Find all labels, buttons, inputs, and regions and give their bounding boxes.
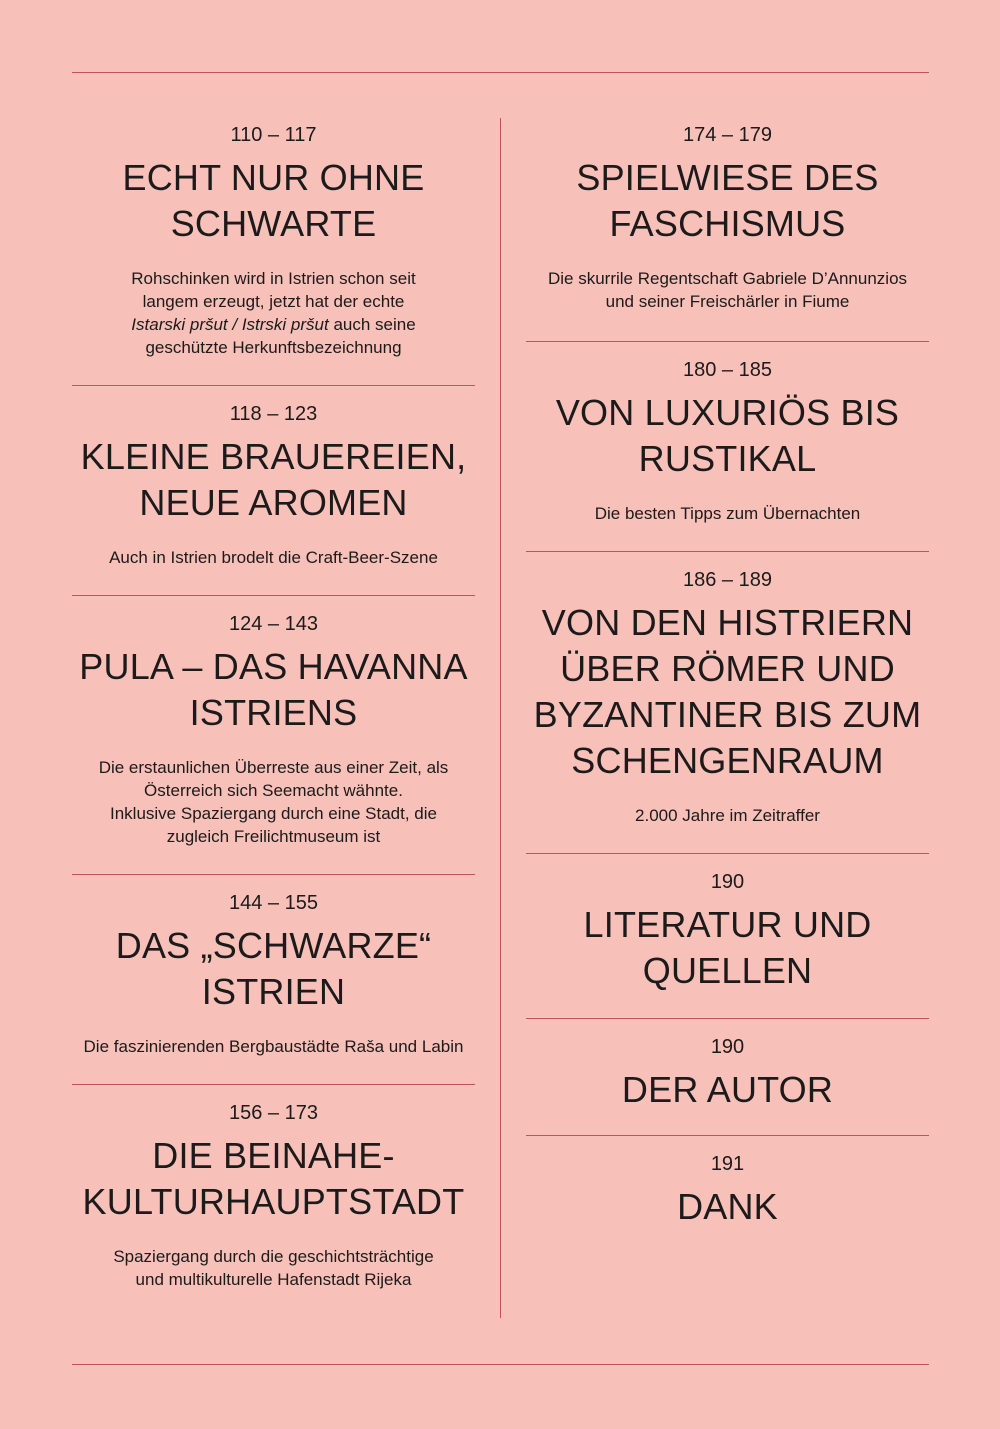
page-range: 180 – 185	[683, 359, 772, 381]
chapter-title-line: ÜBER RÖMER UND	[560, 648, 895, 689]
chapter-title-line: VON DEN HISTRIERN	[541, 602, 914, 643]
description-fragment: auch seine	[328, 315, 416, 334]
column-divider	[500, 118, 501, 1318]
chapter-title-line: NEUE AROMEN	[139, 482, 408, 523]
chapter-description	[526, 502, 929, 525]
description-line: und seiner Freischärler in Fiume	[605, 292, 850, 311]
toc-entry[interactable]	[526, 1033, 929, 1136]
toc-entry[interactable]	[72, 889, 475, 1085]
chapter-title	[72, 1133, 475, 1225]
chapter-title-line: ISTRIENS	[189, 692, 358, 733]
page-range: 190	[710, 871, 745, 893]
description-line: Die besten Tipps zum Übernachten	[594, 504, 861, 523]
chapter-title	[72, 434, 475, 526]
chapter-title-line: FASCHISMUS	[609, 203, 846, 244]
page-range: 186 – 189	[683, 569, 772, 591]
description-line: Österreich sich Seemacht wähnte.	[144, 781, 403, 800]
chapter-description	[72, 1035, 475, 1058]
chapter-title-line: QUELLEN	[642, 950, 813, 991]
page-range: 110 – 117	[230, 124, 317, 146]
toc-entry[interactable]	[526, 868, 929, 1019]
chapter-description	[526, 804, 929, 827]
description-line: Spaziergang durch die geschichtsträchtige	[113, 1247, 434, 1266]
toc-entry[interactable]	[526, 356, 929, 552]
chapter-title	[72, 644, 475, 736]
chapter-description	[72, 267, 475, 359]
page-range: 124 – 143	[229, 613, 318, 635]
chapter-title-line: SPIELWIESE DES	[576, 157, 879, 198]
description-line: geschützte Herkunftsbezeichnung	[145, 338, 402, 357]
chapter-title-line: SCHENGENRAUM	[571, 740, 884, 781]
toc-entry[interactable]	[72, 1099, 475, 1291]
chapter-title-line: BYZANTINER BIS ZUM	[533, 694, 922, 735]
chapter-title-line: DER AUTOR	[621, 1069, 834, 1110]
page-range: 118 – 123	[229, 403, 318, 425]
top-rule	[72, 72, 929, 73]
chapter-title	[526, 390, 929, 482]
chapter-title-line: PULA – DAS HAVANNA	[79, 646, 468, 687]
chapter-description	[526, 267, 929, 313]
description-line: Auch in Istrien brodelt die Craft-Beer-Szene	[109, 548, 438, 567]
chapter-title-line: KULTURHAUPTSTADT	[82, 1181, 465, 1222]
chapter-title	[72, 155, 475, 247]
toc-entry[interactable]	[526, 566, 929, 854]
chapter-title	[526, 902, 929, 994]
description-line: langem erzeugt, jetzt hat der echte	[142, 292, 405, 311]
chapter-title-line: DAS „SCHWARZE“	[115, 925, 432, 966]
chapter-title	[526, 600, 929, 784]
bottom-rule	[72, 1364, 929, 1365]
toc-entry[interactable]	[72, 610, 475, 875]
toc-entry[interactable]	[526, 121, 929, 342]
italic-product-name: Istarski pršut / Istrski pršut	[131, 315, 329, 334]
chapter-title-line: LITERATUR UND	[583, 904, 872, 945]
toc-entry[interactable]	[526, 1150, 929, 1230]
description-line: Die erstaunlichen Überreste aus einer Zeit, als	[98, 758, 449, 777]
chapter-title-line: RUSTIKAL	[638, 438, 817, 479]
page-range: 144 – 155	[229, 892, 318, 914]
chapter-description	[72, 756, 475, 848]
chapter-title-line: ECHT NUR OHNE	[122, 157, 425, 198]
description-line	[72, 313, 475, 336]
description-line: Die skurrile Regentschaft Gabriele D’Annunzios	[547, 269, 908, 288]
chapter-title	[526, 155, 929, 247]
page-range: 156 – 173	[229, 1102, 318, 1124]
toc-entry[interactable]	[72, 400, 475, 596]
chapter-title-line: DIE BEINAHE-	[152, 1135, 395, 1176]
chapter-title	[72, 923, 475, 1015]
description-line: zugleich Freilichtmuseum ist	[166, 827, 381, 846]
chapter-title-line: ISTRIEN	[201, 971, 346, 1012]
chapter-title	[526, 1184, 929, 1230]
page-range: 190	[710, 1036, 745, 1058]
description-line: Inklusive Spaziergang durch eine Stadt, die	[110, 804, 437, 823]
description-line: Rohschinken wird in Istrien schon seit	[131, 269, 416, 288]
toc-entry[interactable]	[72, 121, 475, 386]
chapter-description	[72, 546, 475, 569]
chapter-title-line: VON LUXURIÖS BIS	[555, 392, 900, 433]
description-line: und multikulturelle Hafenstadt Rijeka	[135, 1270, 412, 1289]
description-line: Die faszinierenden Bergbaustädte Raša und Labin	[83, 1037, 464, 1056]
chapter-title	[526, 1067, 929, 1113]
chapter-title-line: SCHWARTE	[170, 203, 377, 244]
description-line: 2.000 Jahre im Zeitraffer	[635, 806, 820, 825]
toc-column-right	[526, 118, 929, 1230]
page-range: 174 – 179	[683, 124, 772, 146]
page-range: 191	[710, 1153, 745, 1175]
chapter-title-line: KLEINE BRAUEREIEN,	[80, 436, 467, 477]
chapter-title-line: DANK	[677, 1186, 778, 1227]
chapter-description	[72, 1245, 475, 1291]
toc-column-left	[72, 118, 475, 1291]
